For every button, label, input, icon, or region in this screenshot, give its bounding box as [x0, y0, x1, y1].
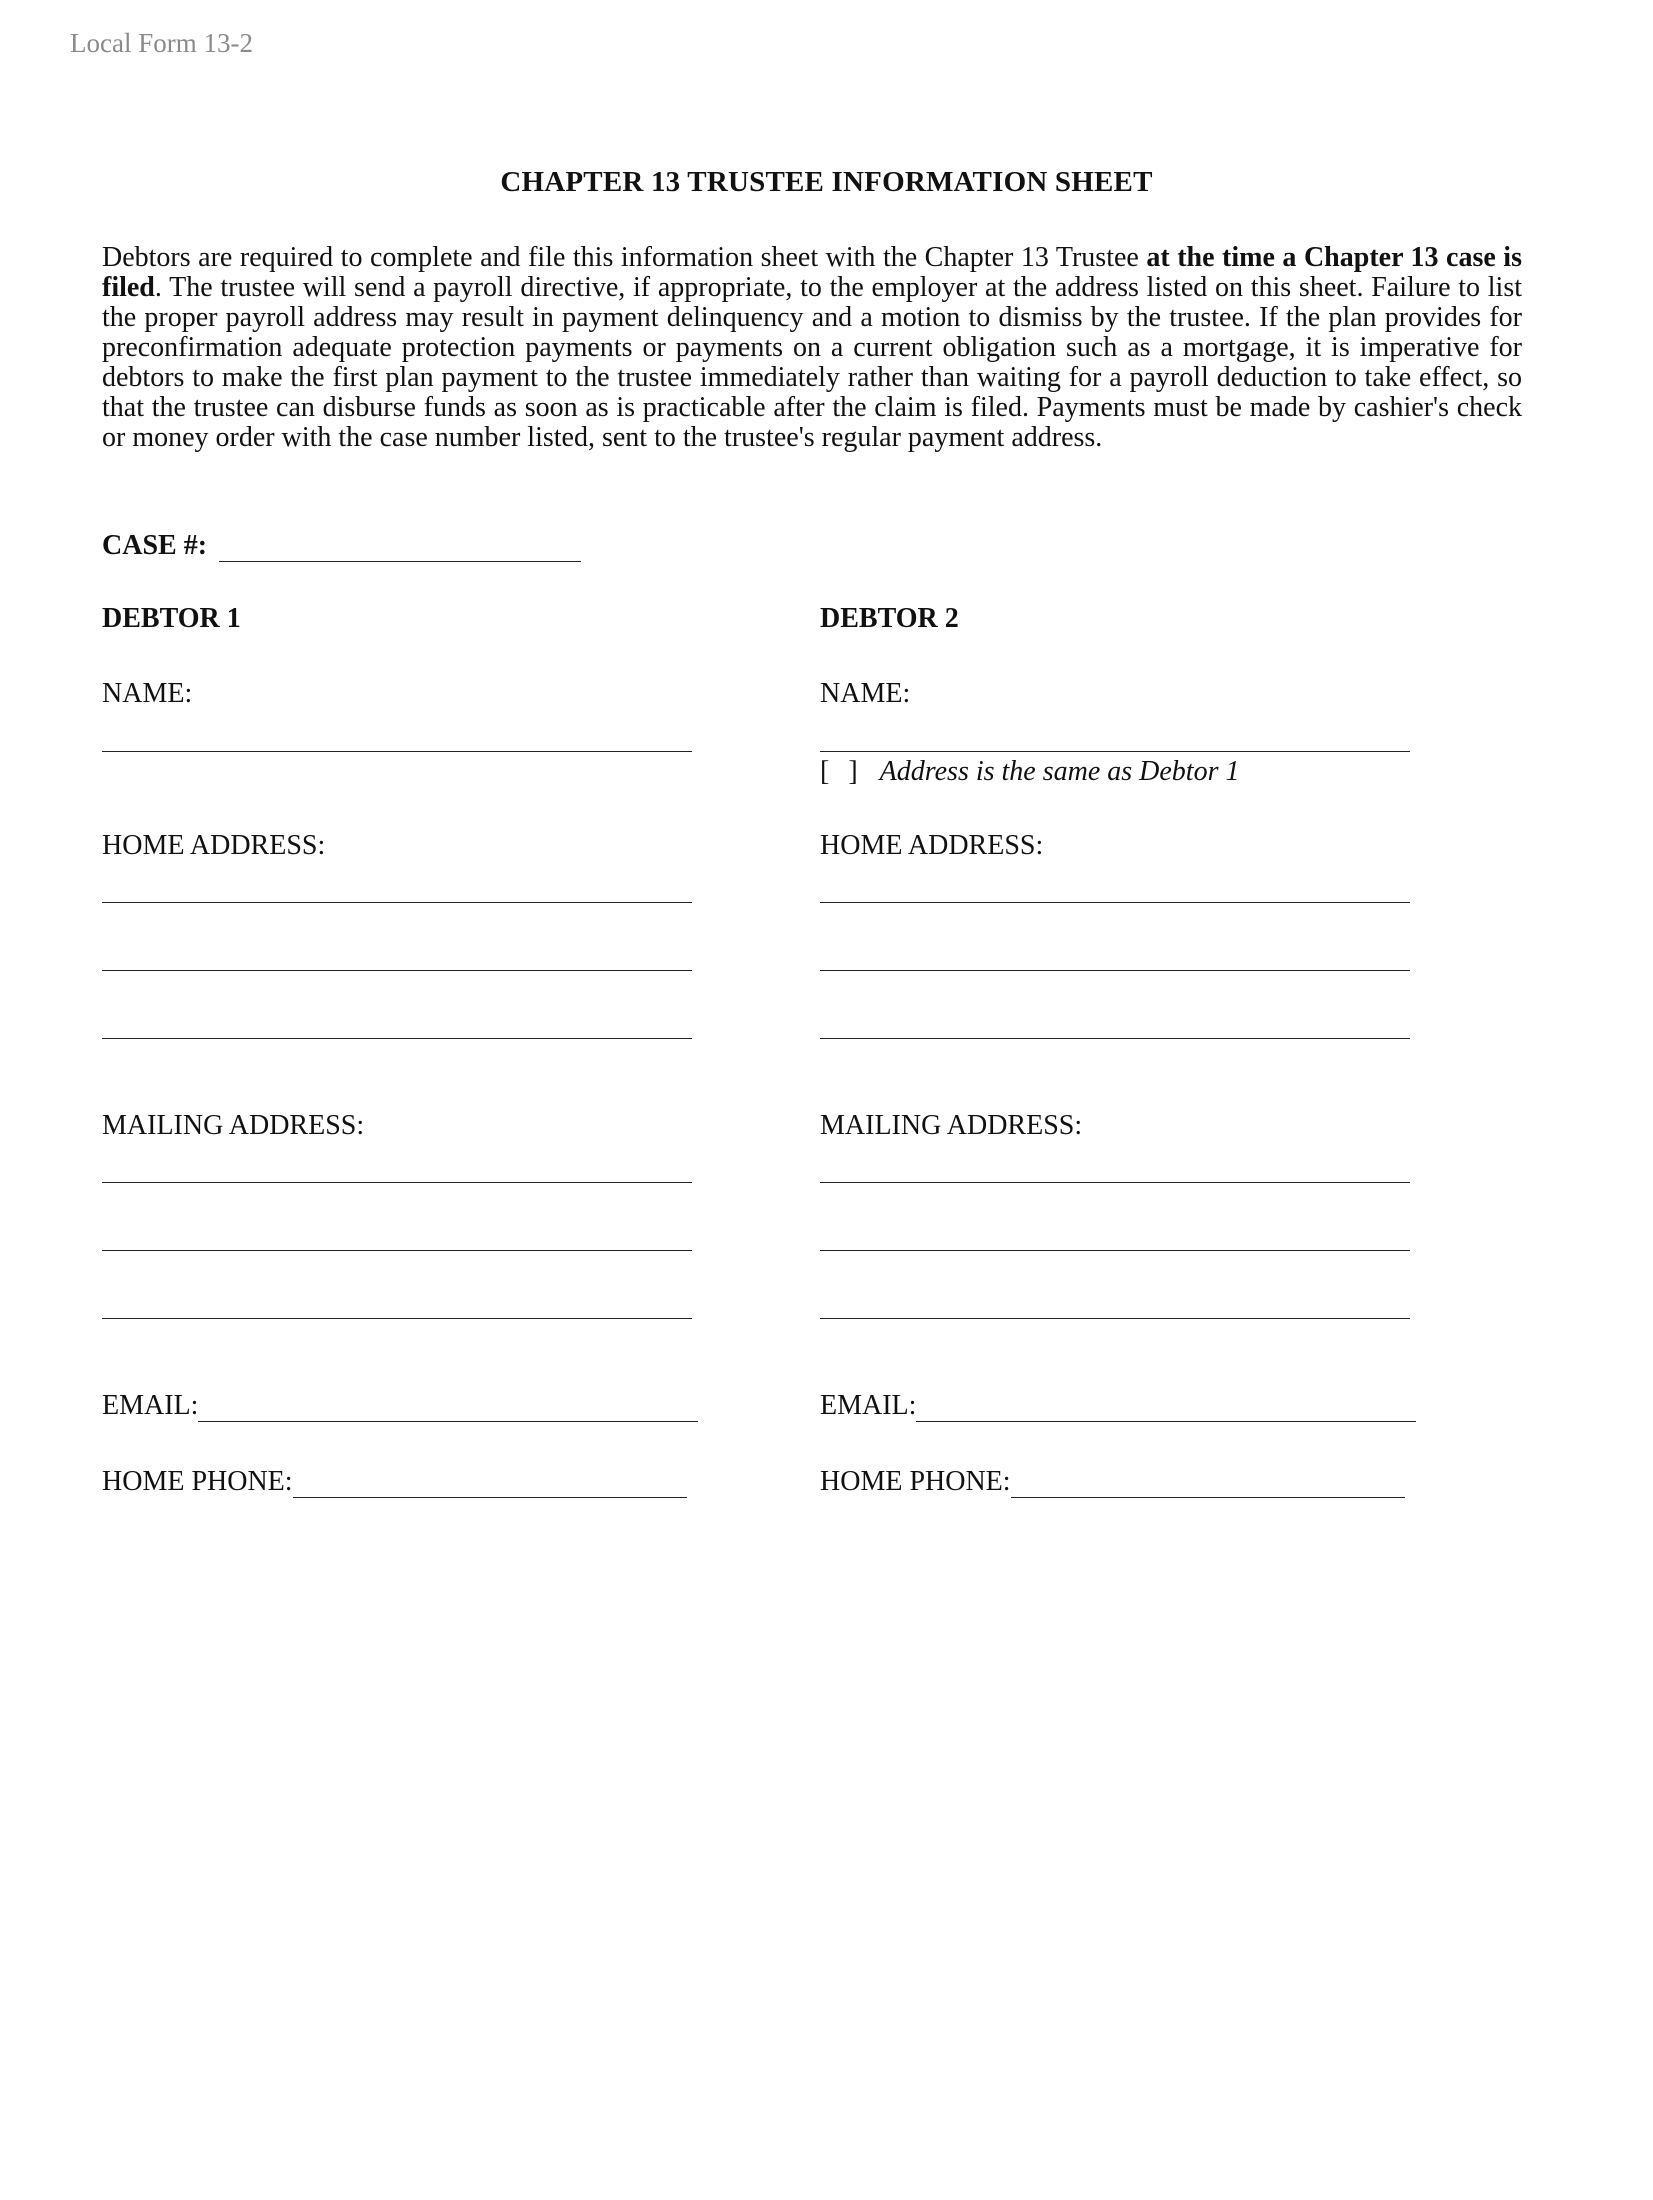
- debtor2-same-address-option: [820, 756, 1240, 788]
- debtor2-phone-field: [820, 1466, 1405, 1498]
- debtor1-phone-blank[interactable]: [293, 1467, 687, 1498]
- debtor1-email-label: EMAIL:: [102, 1390, 199, 1421]
- page-title: CHAPTER 13 TRUSTEE INFORMATION SHEET: [500, 166, 1153, 198]
- instructions-bold-text: at the time a Chapter 13 case is filed: [102, 242, 1522, 303]
- debtor1-phone-label: HOME PHONE:: [102, 1466, 293, 1497]
- debtor2-home-address-line-1[interactable]: [820, 902, 1410, 903]
- case-number-blank[interactable]: [219, 531, 581, 562]
- debtor2-phone-label: HOME PHONE:: [820, 1466, 1011, 1497]
- same-address-text: Address is the same as Debtor 1: [879, 756, 1240, 787]
- debtor1-phone-field: [102, 1466, 687, 1498]
- debtor1-home-address-line-3[interactable]: [102, 1038, 692, 1039]
- instructions-text-2: . The trustee will send a payroll directive, if appropriate, to the employer at the address listed on this sheet. Failure to list the proper payroll address may result in payment delinquency and a motion to dismiss by the trustee. If the plan provides for preconfirmation adequate protection payments or payments on a current obligation such as a mortgage, it is imperative for debtors to make the first plan payment to the trustee immediately rather than waiting for a payroll deduction to take effect, so that the trustee can disburse funds as soon as is practicable after the claim is filed. Payments must be made by cashier's check or money order with the case number listed, sent to the trustee's regular payment address.: [102, 272, 1522, 453]
- debtor1-name-line[interactable]: [102, 751, 692, 752]
- debtor1-mailing-address-line-3[interactable]: [102, 1318, 692, 1319]
- debtor2-name-label: NAME:: [820, 678, 911, 709]
- debtor1-home-address-line-2[interactable]: [102, 970, 692, 971]
- debtor2-name-line[interactable]: [820, 751, 1410, 752]
- debtor1-mailing-address-label: MAILING ADDRESS:: [102, 1110, 365, 1141]
- debtor2-email-field: [820, 1390, 1416, 1422]
- form-number: Local Form 13-2: [70, 28, 253, 58]
- debtor1-heading: DEBTOR 1: [102, 603, 241, 634]
- case-number-label: CASE #:: [102, 530, 208, 561]
- debtor2-home-address-line-3[interactable]: [820, 1038, 1410, 1039]
- debtor2-mailing-address-line-1[interactable]: [820, 1182, 1410, 1183]
- debtor2-home-address-line-2[interactable]: [820, 970, 1410, 971]
- instructions-text-1: Debtors are required to complete and file this information sheet with the Chapter 13 Trustee: [102, 242, 1147, 273]
- debtor1-home-address-line-1[interactable]: [102, 902, 692, 903]
- debtor2-mailing-address-line-3[interactable]: [820, 1318, 1410, 1319]
- debtor2-home-address-label: HOME ADDRESS:: [820, 830, 1044, 861]
- debtor2-email-blank[interactable]: [916, 1391, 1416, 1422]
- case-number-field: [102, 530, 581, 562]
- debtor2-mailing-address-line-2[interactable]: [820, 1250, 1410, 1251]
- debtor1-mailing-address-line-1[interactable]: [102, 1182, 692, 1183]
- debtor2-phone-blank[interactable]: [1011, 1467, 1405, 1498]
- same-address-checkbox[interactable]: [ ]: [820, 756, 864, 787]
- debtor1-email-blank[interactable]: [198, 1391, 698, 1422]
- debtor1-mailing-address-line-2[interactable]: [102, 1250, 692, 1251]
- debtor2-heading: DEBTOR 2: [820, 603, 959, 634]
- debtor1-email-field: [102, 1390, 698, 1422]
- debtor2-mailing-address-label: MAILING ADDRESS:: [820, 1110, 1083, 1141]
- debtor1-name-label: NAME:: [102, 678, 193, 709]
- instructions-paragraph: [102, 243, 1522, 453]
- debtor1-home-address-label: HOME ADDRESS:: [102, 830, 326, 861]
- debtor2-email-label: EMAIL:: [820, 1390, 917, 1421]
